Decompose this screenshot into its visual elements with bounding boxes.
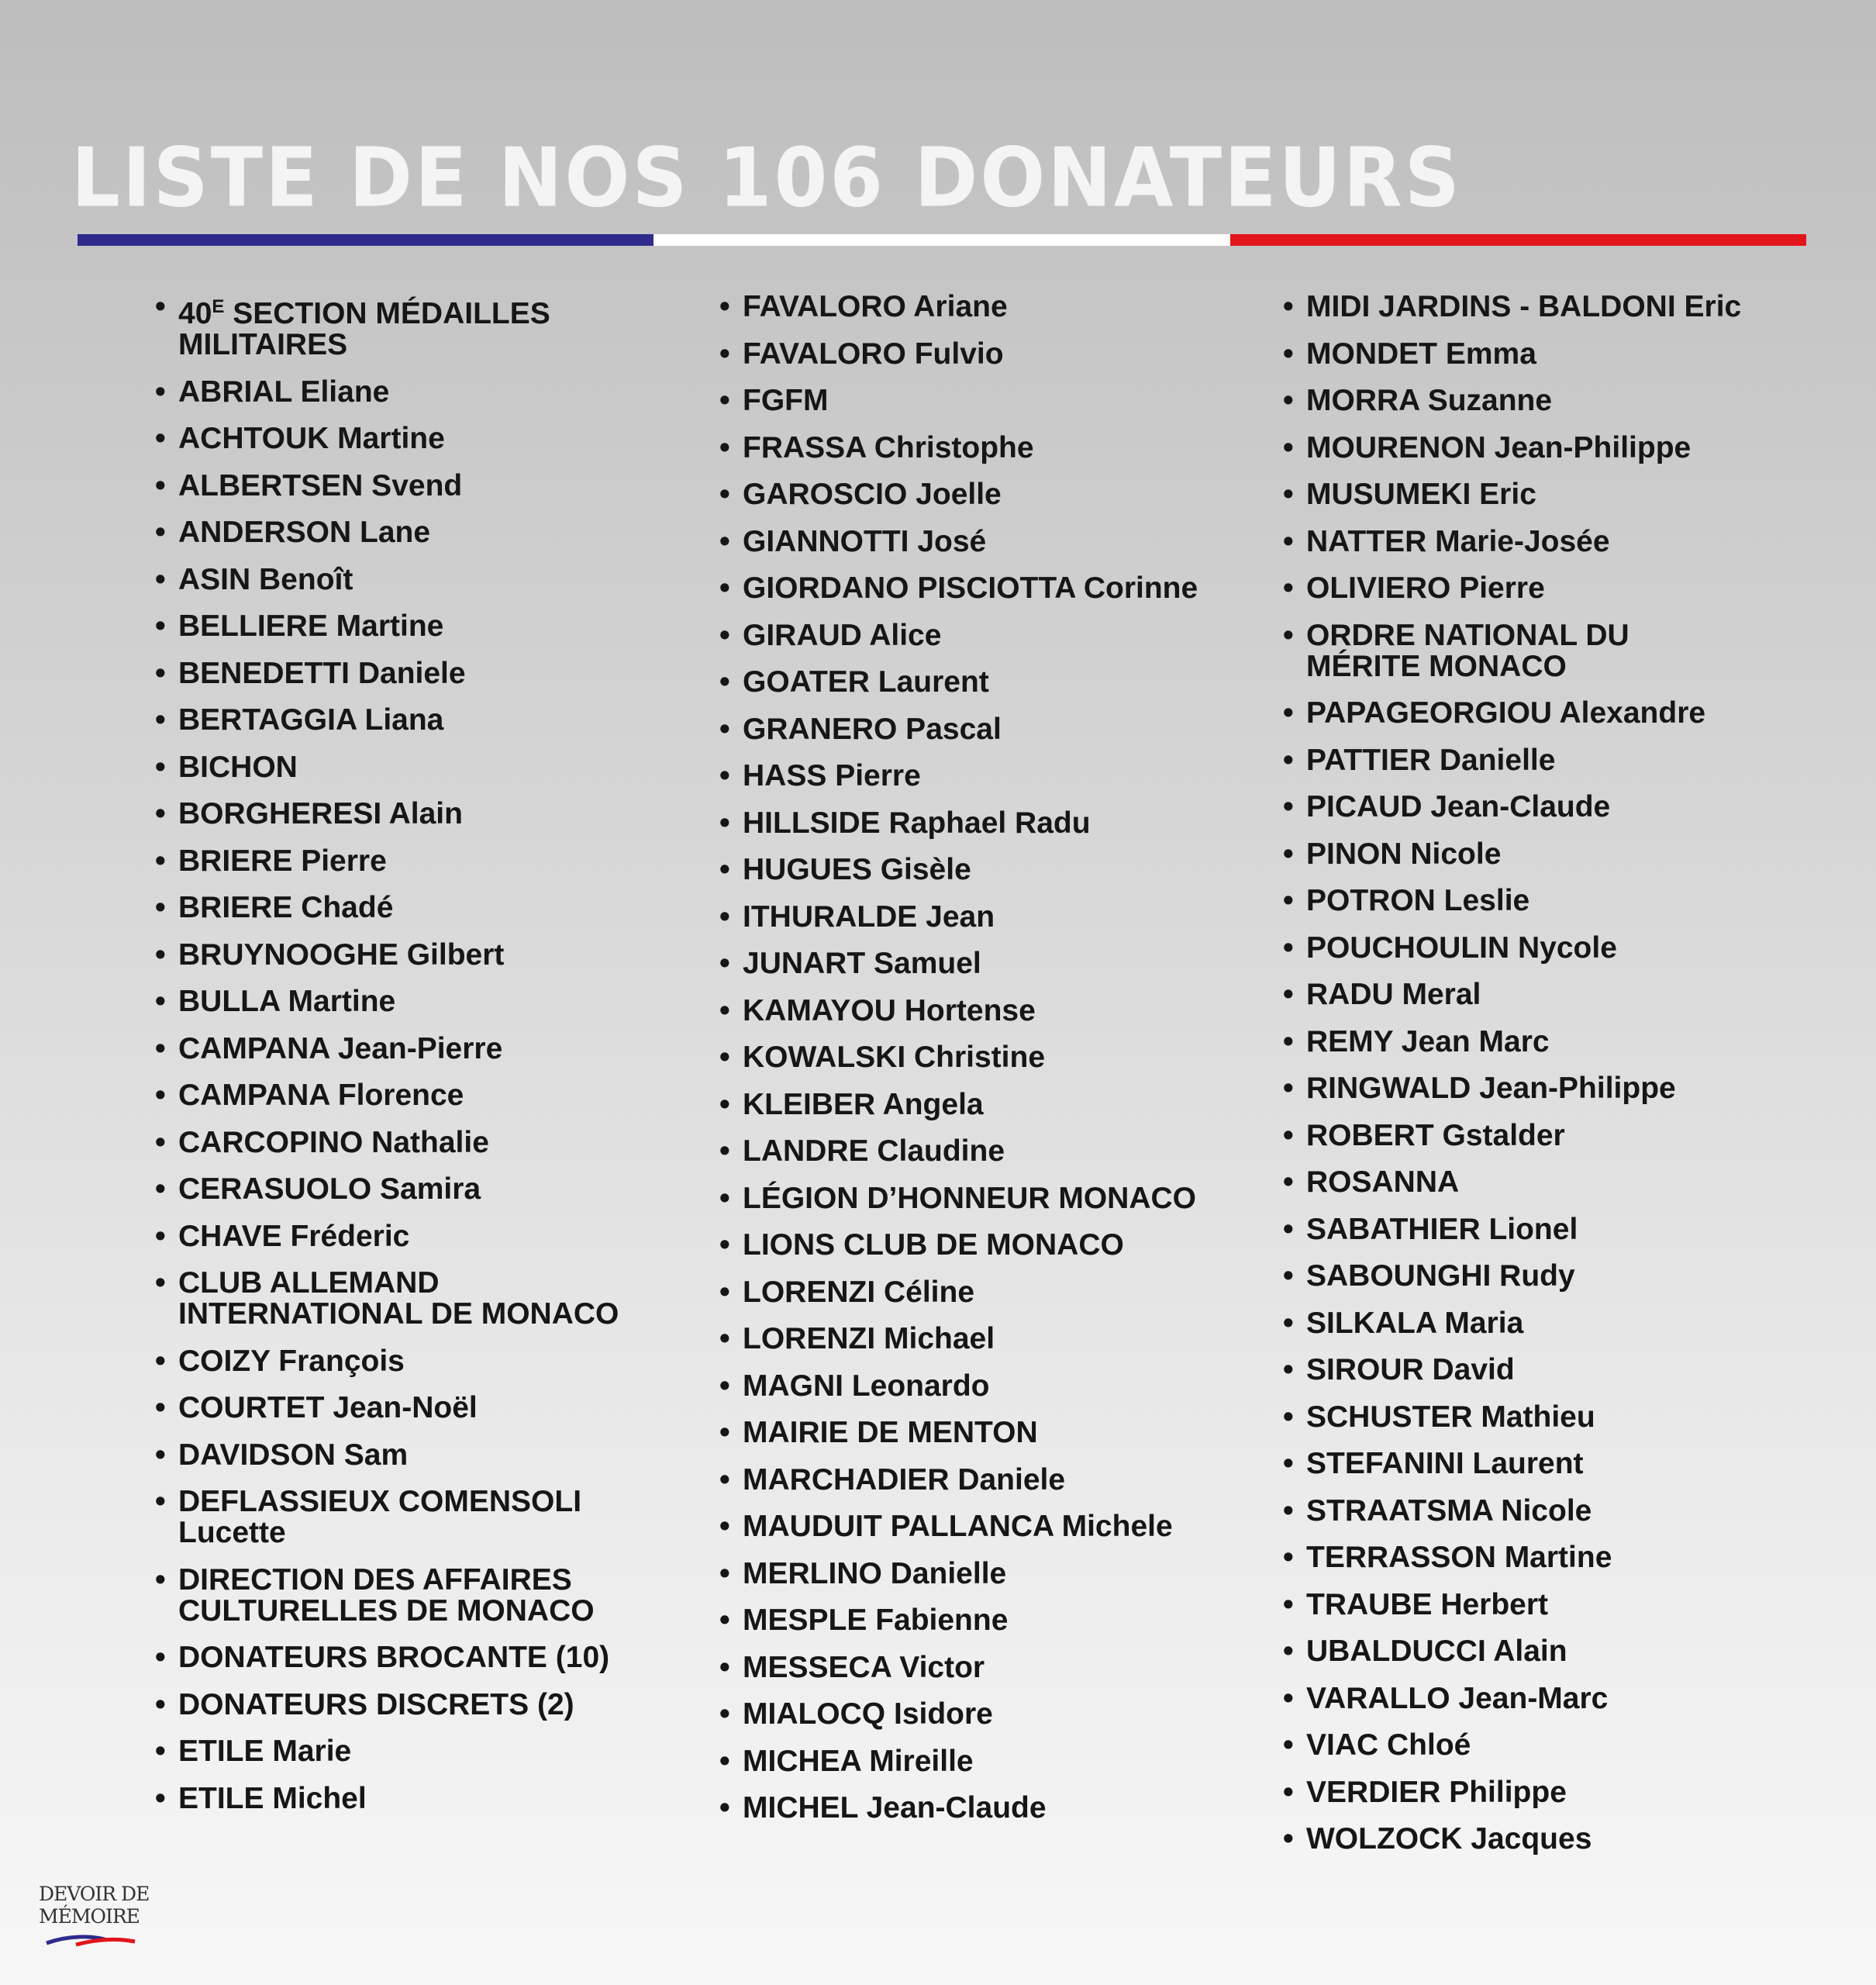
flag-swoosh-icon — [45, 1931, 138, 1949]
donor-list-item: • RINGWALD Jean-Philippe — [1283, 1073, 1741, 1104]
donor-list-item: • ETILE Marie — [155, 1736, 619, 1767]
donor-list-item: • BRIERE Pierre — [155, 846, 619, 877]
donor-list-item: • FGFM — [719, 385, 1198, 416]
donor-list-item: • CHAVE Fréderic — [155, 1221, 619, 1252]
donor-list-item: • CLUB ALLEMAND INTERNATIONAL DE MONACO — [155, 1268, 619, 1330]
donor-list-item: • NATTER Marie-Josée — [1283, 526, 1741, 558]
donor-list-item: • POTRON Leslie — [1283, 885, 1741, 917]
flag-stripe-blue — [78, 234, 653, 246]
donor-list-item: • CERASUOLO Samira — [155, 1174, 619, 1205]
donor-list-item: • MOURENON Jean-Philippe — [1283, 433, 1741, 464]
donor-list-item: • DONATEURS DISCRETS (2) — [155, 1690, 619, 1721]
donor-list-item: • MESSECA Victor — [719, 1652, 1198, 1683]
page-title: LISTE DE NOS 106 DONATEURS — [71, 130, 1462, 226]
donor-list-item: • ACHTOUK Martine — [155, 423, 619, 454]
donor-list-item: • CAMPANA Jean-Pierre — [155, 1034, 619, 1065]
donor-list-item: • LIONS CLUB DE MONACO — [719, 1230, 1198, 1261]
donor-list-item: • CAMPANA Florence — [155, 1080, 619, 1111]
donor-list-item: • STEFANINI Laurent — [1283, 1448, 1741, 1479]
donor-list-item: • GAROSCIO Joelle — [719, 479, 1198, 510]
logo-line-2: MÉMOIRE — [39, 1905, 140, 1928]
donor-list-item: • LORENZI Céline — [719, 1277, 1198, 1308]
donor-list-item: • JUNART Samuel — [719, 948, 1198, 979]
devoir-de-memoire-logo — [39, 1883, 150, 1960]
donor-list-item: • STRAATSMA Nicole — [1283, 1496, 1741, 1527]
donor-list-item: • SABATHIER Lionel — [1283, 1214, 1741, 1245]
donor-list-item: • MONDET Emma — [1283, 339, 1741, 370]
donor-list-item: • GIANNOTTI José — [719, 526, 1198, 558]
donor-list-item: • COIZY François — [155, 1346, 619, 1377]
donor-list-item: • MESPLE Fabienne — [719, 1605, 1198, 1636]
donor-list-item: • DIRECTION DES AFFAIRES CULTURELLES DE MONACO — [155, 1565, 619, 1627]
logo-line-1: DEVOIR DE — [39, 1883, 150, 1905]
donor-list-item: • BENEDETTI Daniele — [155, 658, 619, 689]
donor-list-item: • VIAC Chloé — [1283, 1730, 1741, 1761]
donor-list-item: • ROBERT Gstalder — [1283, 1120, 1741, 1151]
donor-list-item: • MUSUMEKI Eric — [1283, 479, 1741, 510]
donor-list-item: • POUCHOULIN Nycole — [1283, 933, 1741, 964]
donor-list-item: • KLEIBER Angela — [719, 1089, 1198, 1120]
donor-list-item: • MICHEL Jean-Claude — [719, 1793, 1198, 1824]
donor-list-item: • ITHURALDE Jean — [719, 902, 1198, 933]
donor-list-item: • LANDRE Claudine — [719, 1136, 1198, 1167]
donor-list-item: • KAMAYOU Hortense — [719, 996, 1198, 1027]
donor-list-item: • SILKALA Maria — [1283, 1308, 1741, 1339]
donor-list-item: • CARCOPINO Nathalie — [155, 1127, 619, 1158]
donor-list-item: • PAPAGEORGIOU Alexandre — [1283, 698, 1741, 729]
donor-list-item: • BRIERE Chadé — [155, 892, 619, 923]
donor-list-item: • VERDIER Philippe — [1283, 1777, 1741, 1808]
donor-list-item: • LORENZI Michael — [719, 1324, 1198, 1355]
donor-list-item: • GIORDANO PISCIOTTA Corinne — [719, 573, 1198, 604]
flag-stripe-white — [653, 234, 1229, 246]
flag-stripe-red — [1230, 234, 1806, 246]
donor-list-item: • MICHEA Mireille — [719, 1746, 1198, 1777]
donor-list-item: • REMY Jean Marc — [1283, 1027, 1741, 1058]
donor-list-item: • COURTET Jean-Noël — [155, 1393, 619, 1424]
donor-list-item: • HASS Pierre — [719, 761, 1198, 792]
donor-list-item: • MAUDUIT PALLANCA Michele — [719, 1511, 1198, 1542]
donor-list-item: • MORRA Suzanne — [1283, 385, 1741, 416]
donor-list-item: • SABOUNGHI Rudy — [1283, 1261, 1741, 1292]
donor-list-item: • HUGUES Gisèle — [719, 854, 1198, 885]
donor-column-1 — [155, 292, 619, 1830]
donor-list-item: • GOATER Laurent — [719, 667, 1198, 698]
donor-column-2 — [719, 292, 1198, 1840]
donor-list-item: • OLIVIERO Pierre — [1283, 573, 1741, 604]
donor-list-item: • MIDI JARDINS - BALDONI Eric — [1283, 292, 1741, 323]
donor-list-item: • BERTAGGIA Liana — [155, 705, 619, 736]
donor-list-item: • ORDRE NATIONAL DU MÉRITE MONACO — [1283, 620, 1741, 682]
donor-list-item: • WOLZOCK Jacques — [1283, 1824, 1741, 1855]
donor-list-item: • MAGNI Leonardo — [719, 1371, 1198, 1402]
donor-list-item: • ASIN Benoît — [155, 564, 619, 596]
donor-list-item: • ETILE Michel — [155, 1783, 619, 1814]
donor-list-item: • ALBERTSEN Svend — [155, 471, 619, 502]
donor-list-item: • MIALOCQ Isidore — [719, 1699, 1198, 1730]
donor-list-item: • FAVALORO Fulvio — [719, 339, 1198, 370]
donor-list-item: • TRAUBE Herbert — [1283, 1590, 1741, 1621]
donor-list-item: • MAIRIE DE MENTON — [719, 1417, 1198, 1448]
donor-list-item: • VARALLO Jean-Marc — [1283, 1683, 1741, 1714]
donor-list-item: • TERRASSON Martine — [1283, 1542, 1741, 1573]
donor-list-item: • DEFLASSIEUX COMENSOLI Lucette — [155, 1486, 619, 1548]
donor-list-item: • UBALDUCCI Alain — [1283, 1636, 1741, 1667]
donor-list-item: • $40^E$ SECTION MÉDAILLES MILITAIRES — [155, 292, 619, 361]
donor-list-item: • RADU Meral — [1283, 979, 1741, 1010]
donor-list-item: • ABRIAL Eliane — [155, 377, 619, 408]
donor-list-item: • BRUYNOOGHE Gilbert — [155, 940, 619, 971]
donor-list-item: • ROSANNA — [1283, 1167, 1741, 1198]
donor-list-item: • ANDERSON Lane — [155, 517, 619, 548]
donor-list-item: • MARCHADIER Daniele — [719, 1465, 1198, 1496]
donor-list-item: • SIROUR David — [1283, 1355, 1741, 1386]
donor-column-3 — [1283, 292, 1741, 1871]
donor-list-item: • BORGHERESI Alain — [155, 799, 619, 830]
donor-list-item: • SCHUSTER Mathieu — [1283, 1402, 1741, 1433]
donor-list-item: • PATTIER Danielle — [1283, 745, 1741, 776]
donor-list-item: • DAVIDSON Sam — [155, 1440, 619, 1471]
donor-list-item: • FAVALORO Ariane — [719, 292, 1198, 323]
donor-list-item: • GRANERO Pascal — [719, 714, 1198, 745]
donor-list-item: • BICHON — [155, 752, 619, 783]
tricolor-flag-bar — [78, 234, 1806, 246]
donor-list-item: • LÉGION D’HONNEUR MONACO — [719, 1183, 1198, 1214]
donor-list-item: • GIRAUD Alice — [719, 620, 1198, 651]
donor-list-item: • FRASSA Christophe — [719, 433, 1198, 464]
donor-list-item: • BULLA Martine — [155, 986, 619, 1017]
donor-list-item: • KOWALSKI Christine — [719, 1042, 1198, 1073]
donor-list-item: • PICAUD Jean-Claude — [1283, 792, 1741, 823]
donor-list-item: • MERLINO Danielle — [719, 1559, 1198, 1590]
donor-list-item: • PINON Nicole — [1283, 839, 1741, 870]
donor-list-item: • HILLSIDE Raphael Radu — [719, 808, 1198, 839]
donor-list-item: • BELLIERE Martine — [155, 611, 619, 642]
donor-list-item: • DONATEURS BROCANTE (10) — [155, 1642, 619, 1673]
